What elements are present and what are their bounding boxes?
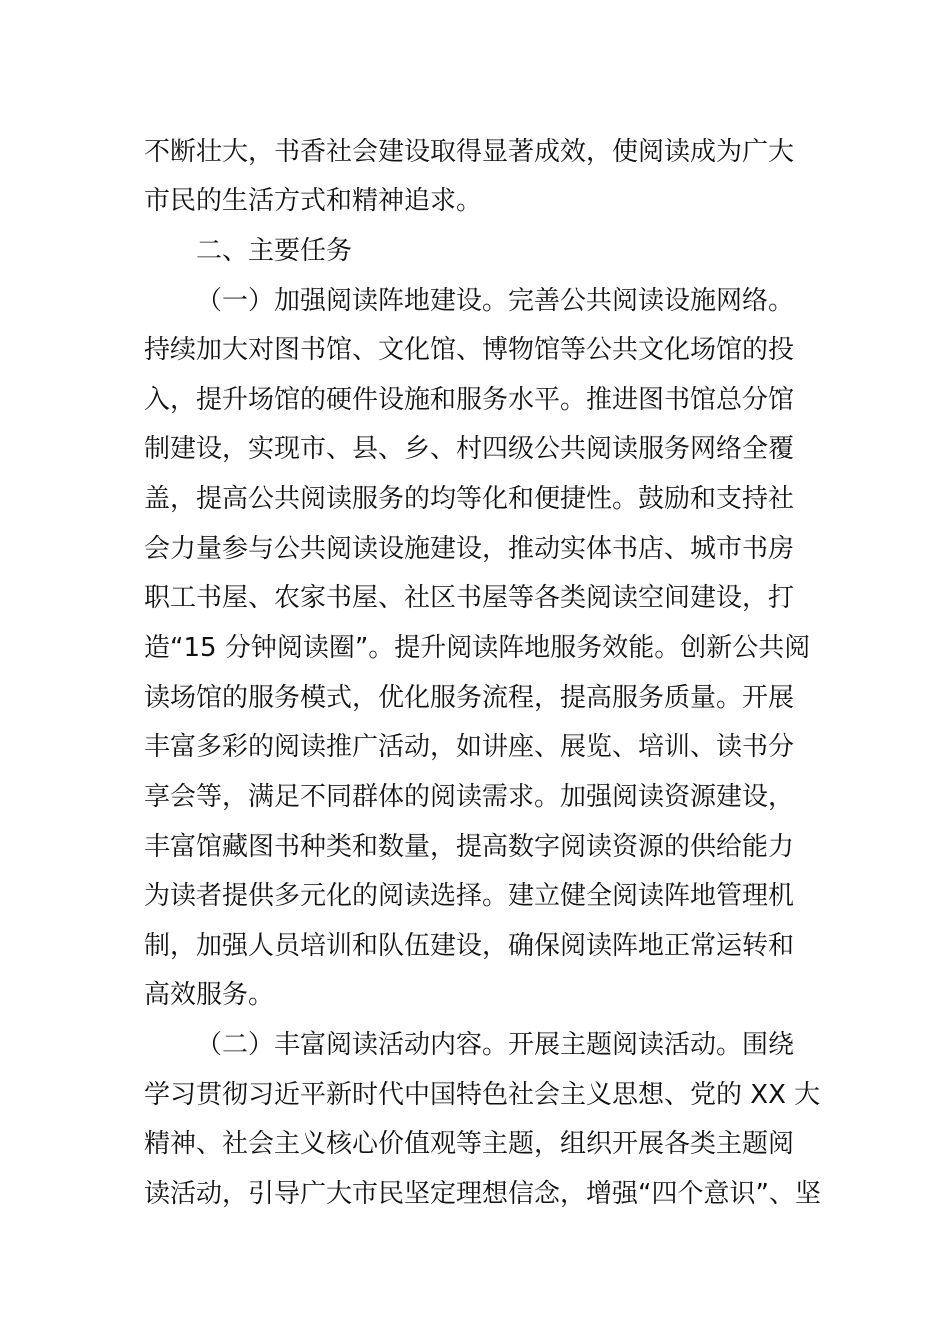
body-text-line: 读活动，引导广大市民坚定理想信念，增强“四个意识”、坚 [144,1179,821,1209]
section-heading: 二、主要任务 [196,236,353,266]
body-text-line: 不断壮大，书香社会建设取得显著成效，使阅读成为广大 [144,137,795,167]
body-text-line: 市民的生活方式和精神追求。 [144,186,483,216]
body-text-line: 高效服务。 [144,980,275,1010]
body-text-line: 持续加大对图书馆、文化馆、博物馆等公共文化场馆的投 [144,335,795,365]
body-text-line: 会力量参与公共阅读设施建设，推动实体书店、城市书房 [144,534,795,564]
body-text-line: 职工书屋、农家书屋、社区书屋等各类阅读空间建设，打 [144,583,795,613]
body-text-line: 学习贯彻习近平新时代中国特色社会主义思想、党的 XX 大 [144,1080,821,1110]
body-text-line: 读场馆的服务模式，优化服务流程，提高服务质量。开展 [144,683,795,713]
body-text-line: 盖，提高公共阅读服务的均等化和便捷性。鼓励和支持社 [144,484,795,514]
body-text-line: 丰富馆藏图书种类和数量，提高数字阅读资源的供给能力 [144,832,795,862]
body-text-line: 入，提升场馆的硬件设施和服务水平。推进图书馆总分馆 [144,385,795,415]
body-text-line: 造“15 分钟阅读圈”。提升阅读阵地服务效能。创新公共阅 [144,633,811,663]
body-text-line: 精神、社会主义核心价值观等主题，组织开展各类主题阅 [144,1129,795,1159]
body-text-line: 为读者提供多元化的阅读选择。建立健全阅读阵地管理机 [144,881,795,911]
body-text-line: 制建设，实现市、县、乡、村四级公共阅读服务网络全覆 [144,434,795,464]
subsection-heading-line: （二）丰富阅读活动内容。开展主题阅读活动。围绕 [196,1030,795,1060]
body-text-line: 丰富多彩的阅读推广活动，如讲座、展览、培训、读书分 [144,732,795,762]
subsection-heading-line: （一）加强阅读阵地建设。完善公共阅读设施网络。 [196,286,795,316]
body-text-line: 享会等，满足不同群体的阅读需求。加强阅读资源建设， [144,782,795,812]
body-text-line: 制，加强人员培训和队伍建设，确保阅读阵地正常运转和 [144,931,795,961]
